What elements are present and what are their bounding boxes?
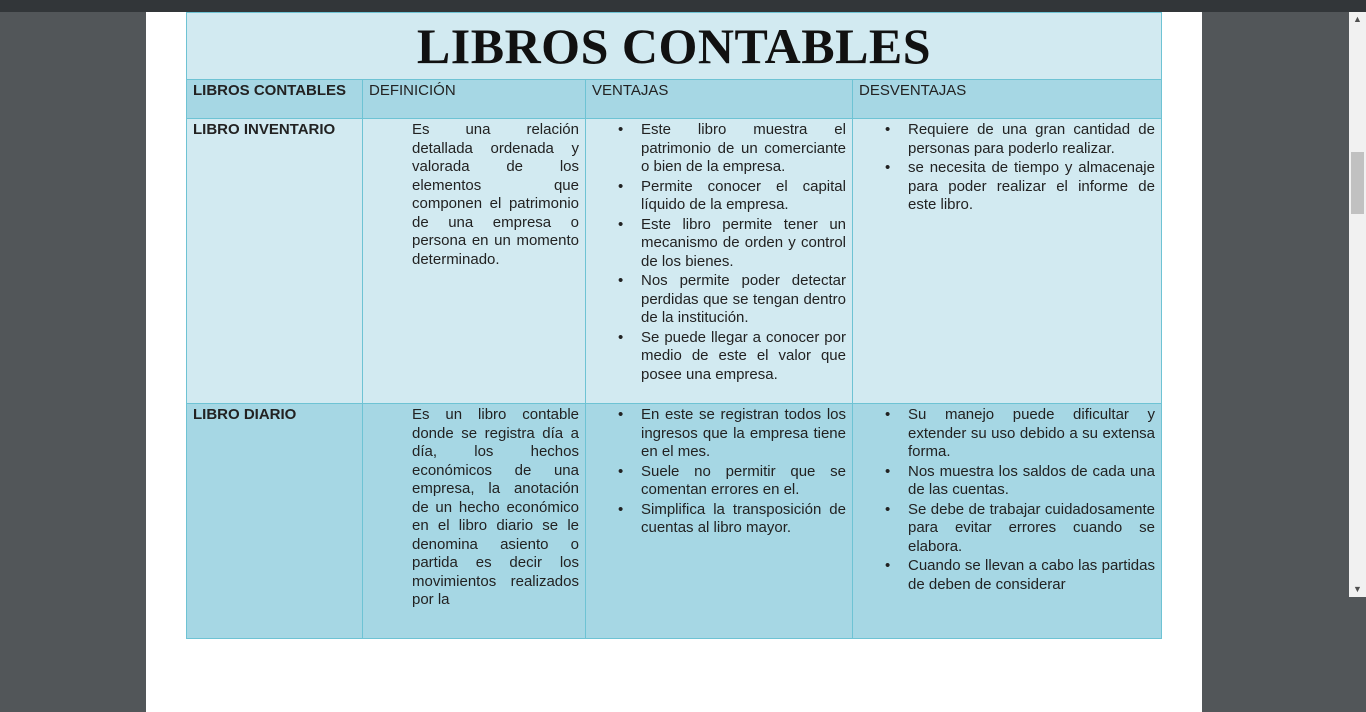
libros-contables-table xyxy=(186,12,1162,639)
desventajas-list xyxy=(859,121,1155,215)
list-item: • Nos permite poder detectar perdidas que se tengan dentro de la institución. xyxy=(641,272,846,328)
viewer-toolbar xyxy=(0,0,1366,12)
list-item: • Se debe de trabajar cuidadosamente para evitar errores cuando se elabora. xyxy=(908,501,1155,557)
list-item: • Se puede llegar a conocer por medio de este el valor que posee una empresa. xyxy=(641,329,846,385)
desventajas-list xyxy=(859,406,1155,594)
definition-cell: Es una relación detallada ordenada y valorada de los elementos que componen el patrimonio de una empresa o persona en un momento determinado. xyxy=(363,119,586,404)
row-label-libro-inventario: LIBRO INVENTARIO xyxy=(187,119,363,404)
desventajas-cell xyxy=(853,119,1162,404)
list-item: • Suele no permitir que se comentan errores en el. xyxy=(641,463,846,500)
ventajas-cell xyxy=(586,119,853,404)
document-title: LIBROS CONTABLES xyxy=(416,18,932,74)
list-item: • Requiere de una gran cantidad de personas para poderlo realizar. xyxy=(908,121,1155,158)
document-page xyxy=(146,12,1202,712)
desventajas-cell xyxy=(853,404,1162,639)
header-definicion: DEFINICIÓN xyxy=(363,80,586,119)
header-row xyxy=(187,80,1162,119)
list-item: • Permite conocer el capital líquido de la empresa. xyxy=(641,178,846,215)
title-cell xyxy=(187,13,1162,80)
triangle-down-icon[interactable]: ▼ xyxy=(1353,584,1362,594)
row-label-libro-diario: LIBRO DIARIO xyxy=(187,404,363,639)
list-item: • Nos muestra los saldos de cada una de las cuentas. xyxy=(908,463,1155,500)
list-item: • En este se registran todos los ingresos que la empresa tiene en el mes. xyxy=(641,406,846,462)
header-libros-contables: LIBROS CONTABLES xyxy=(187,80,363,119)
header-desventajas: DESVENTAJAS xyxy=(853,80,1162,119)
list-item: • Este libro muestra el patrimonio de un comerciante o bien de la empresa. xyxy=(641,121,846,177)
ventajas-cell xyxy=(586,404,853,639)
title-row xyxy=(187,13,1162,80)
triangle-up-icon[interactable]: ▲ xyxy=(1353,14,1362,24)
header-ventajas: VENTAJAS xyxy=(586,80,853,119)
list-item: • Cuando se llevan a cabo las partidas de deben de considerar xyxy=(908,557,1155,594)
table-row xyxy=(187,404,1162,639)
pdf-viewer[interactable] xyxy=(0,12,1349,608)
scrollbar-thumb[interactable] xyxy=(1351,152,1364,214)
list-item: • se necesita de tiempo y almacenaje para poder realizar el informe de este libro. xyxy=(908,159,1155,215)
list-item: • Simplifica la transposición de cuentas al libro mayor. xyxy=(641,501,846,538)
list-item: • Este libro permite tener un mecanismo de orden y control de los bienes. xyxy=(641,216,846,272)
ventajas-list xyxy=(592,121,846,384)
ventajas-list xyxy=(592,406,846,538)
vertical-scrollbar[interactable] xyxy=(1349,12,1366,597)
table-row xyxy=(187,119,1162,404)
definition-cell: Es un libro contable donde se registra día a día, los hechos económicos de una empresa, la anotación de un hecho económico en el libro diario se le denomina asiento o partida es decir los movimientos realizados por la xyxy=(363,404,586,639)
list-item: • Su manejo puede dificultar y extender su uso debido a su extensa forma. xyxy=(908,406,1155,462)
